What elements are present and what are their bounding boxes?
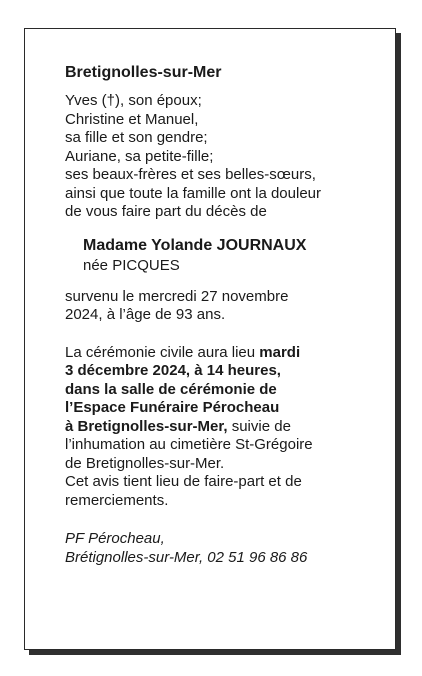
death-line: survenu le mercredi 27 novembre xyxy=(65,287,289,305)
ceremony-line xyxy=(65,344,385,363)
signature-line: Brétignolles-sur-Mer, 02 51 96 86 86 xyxy=(65,549,308,566)
ceremony-line xyxy=(65,418,385,437)
ceremony-text: suivie de xyxy=(227,417,291,435)
family-line: sa fille et son gendre; xyxy=(65,129,208,146)
ceremony-bold: dans la salle de cérémonie de xyxy=(65,380,277,398)
signature-line: PF Pérocheau, xyxy=(65,530,165,547)
ceremony-line xyxy=(65,399,385,418)
notice-content xyxy=(65,62,385,567)
death-paragraph xyxy=(65,288,385,325)
ceremony-line: l’inhumation au cimetière St-Grégoire xyxy=(65,436,313,453)
ceremony-bold: l’Espace Funéraire Pérocheau xyxy=(65,399,280,416)
ceremony-text: La cérémonie civile aura lieu xyxy=(65,343,260,361)
ceremony-bold: 3 décembre 2024, à 14 heures, xyxy=(65,362,281,379)
obituary-notice xyxy=(24,28,396,650)
family-line: Yves (†), son époux; xyxy=(65,92,202,109)
family-line: ses beaux-frères et ses belles-sœurs, xyxy=(65,166,316,183)
maiden-name: née PICQUES xyxy=(83,256,180,274)
deceased-name: Madame Yolande JOURNAUX xyxy=(83,236,307,254)
ceremony-line: Cet avis tient lieu de faire-part et de xyxy=(65,473,302,490)
family-paragraph xyxy=(65,92,385,222)
place-heading: Bretignolles-sur-Mer xyxy=(65,64,222,81)
family-line: Christine et Manuel, xyxy=(65,110,199,128)
ceremony-bold: à Bretignolles-sur-Mer, xyxy=(65,417,228,435)
ceremony-line xyxy=(65,381,385,400)
family-line: Auriane, sa petite-fille; xyxy=(65,147,214,165)
ceremony-line: de Bretignolles-sur-Mer. xyxy=(65,454,225,472)
ceremony-paragraph xyxy=(65,344,385,511)
ceremony-line: remerciements. xyxy=(65,491,169,509)
funeral-home-signature xyxy=(65,529,385,567)
ceremony-bold: mardi xyxy=(259,343,301,361)
ceremony-line xyxy=(65,362,385,381)
family-line: ainsi que toute la famille ont la douleur xyxy=(65,184,321,202)
death-line: 2024, à l’âge de 93 ans. xyxy=(65,306,226,323)
family-line: de vous faire part du décès de xyxy=(65,203,267,220)
